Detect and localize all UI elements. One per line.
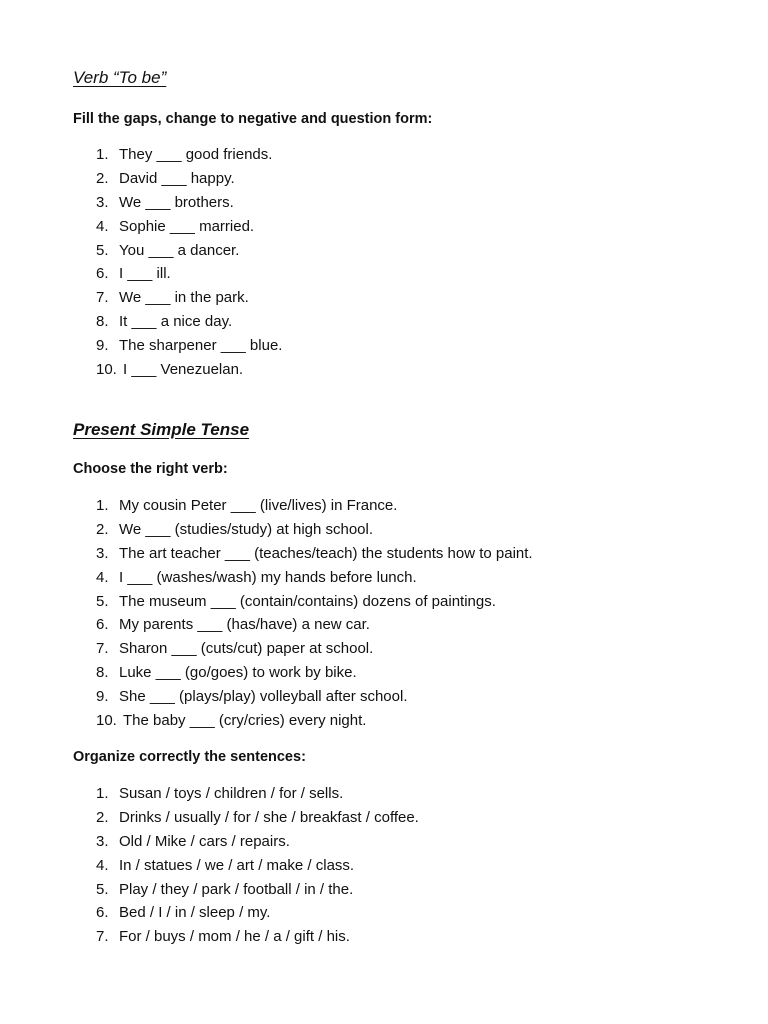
instruction-choose-verb: Choose the right verb: [73,461,228,477]
list-item [0,782,700,806]
list-item [0,901,700,925]
item-number: 7. [96,289,109,307]
item-text: It ___ a nice day. [119,313,233,331]
list-item [0,191,700,215]
item-number: 3. [96,832,109,850]
item-number: 3. [96,193,109,211]
list-item [0,878,700,902]
item-number: 7. [96,640,109,658]
list-item [0,143,700,167]
item-text: The museum ___ (contain/contains) dozens of paintings. [119,592,496,610]
item-number: 8. [96,313,109,331]
item-text: The sharpener ___ blue. [119,337,283,355]
item-text: The art teacher ___ (teaches/teach) the students how to paint. [119,544,533,562]
item-number: 2. [96,808,109,826]
list-item [0,854,700,878]
item-number: 6. [96,904,109,922]
item-text: David ___ happy. [119,169,235,187]
list-item [0,806,700,830]
list-item [0,310,700,334]
exercise-list-to-be [0,143,700,382]
item-number: 1. [96,497,109,514]
item-text: We ___ brothers. [119,193,234,211]
list-item [0,590,700,614]
list-item [0,566,700,590]
item-number: 2. [96,520,109,538]
exercise-list-organize [0,782,700,949]
item-text: Sophie ___ married. [119,217,255,235]
item-number: 4. [96,217,109,235]
instruction-fill-gaps: Fill the gaps, change to negative and question form: [73,111,433,127]
item-number: 9. [96,337,109,355]
item-number: 5. [96,592,109,610]
item-number: 3. [96,544,109,562]
item-text: I ___ Venezuelan. [123,361,244,379]
item-number: 10. [96,712,117,730]
list-item [0,685,700,709]
item-text: I ___ ill. [119,265,171,283]
item-text: I ___ (washes/wash) my hands before lunch. [119,568,417,586]
item-text: Play / they / park / football / in / the. [119,880,354,898]
item-number: 4. [96,856,109,874]
item-text: You ___ a dancer. [119,241,240,259]
item-text: We ___ (studies/study) at high school. [119,520,374,538]
item-text: Drinks / usually / for / she / breakfast / coffee. [119,808,419,826]
list-item [0,262,700,286]
item-text: My parents ___ (has/have) a new car. [119,616,370,634]
item-text: Old / Mike / cars / repairs. [119,832,290,850]
list-item [0,286,700,310]
item-text: Susan / toys / children / for / sells. [119,785,344,802]
section-title-verb-to-be: Verb “To be” [73,68,167,87]
item-number: 6. [96,616,109,634]
item-text: For / buys / mom / he / a / gift / his. [119,928,350,946]
list-item [0,215,700,239]
item-text: Bed / I / in / sleep / my. [119,904,271,922]
list-item [0,661,700,685]
item-number: 5. [96,880,109,898]
list-item [0,358,700,382]
list-item [0,239,700,263]
item-number: 1. [96,785,109,802]
item-text: My cousin Peter ___ (live/lives) in France. [119,497,398,514]
list-item [0,494,700,518]
item-number: 2. [96,169,109,187]
section-title-present-simple: Present Simple Tense [73,420,250,439]
exercise-list-present-simple [0,494,700,733]
item-number: 7. [96,928,109,946]
item-text: Luke ___ (go/goes) to work by bike. [119,664,357,682]
item-text: Sharon ___ (cuts/cut) paper at school. [119,640,374,658]
item-text: She ___ (plays/play) volleyball after school. [119,688,408,706]
list-item [0,925,700,949]
item-number: 6. [96,265,109,283]
item-text: In / statues / we / art / make / class. [119,856,355,874]
item-number: 1. [96,146,109,163]
list-item [0,613,700,637]
item-number: 9. [96,688,109,706]
list-item [0,830,700,854]
instruction-organize-sentences: Organize correctly the sentences: [73,749,306,765]
item-text: We ___ in the park. [119,289,249,307]
item-number: 8. [96,664,109,682]
list-item [0,518,700,542]
item-text: The baby ___ (cry/cries) every night. [123,712,367,730]
item-number: 5. [96,241,109,259]
list-item [0,334,700,358]
item-number: 10. [96,361,117,379]
list-item [0,542,700,566]
list-item [0,637,700,661]
item-number: 4. [96,568,109,586]
list-item [0,167,700,191]
list-item [0,709,700,733]
item-text: They ___ good friends. [119,146,273,163]
